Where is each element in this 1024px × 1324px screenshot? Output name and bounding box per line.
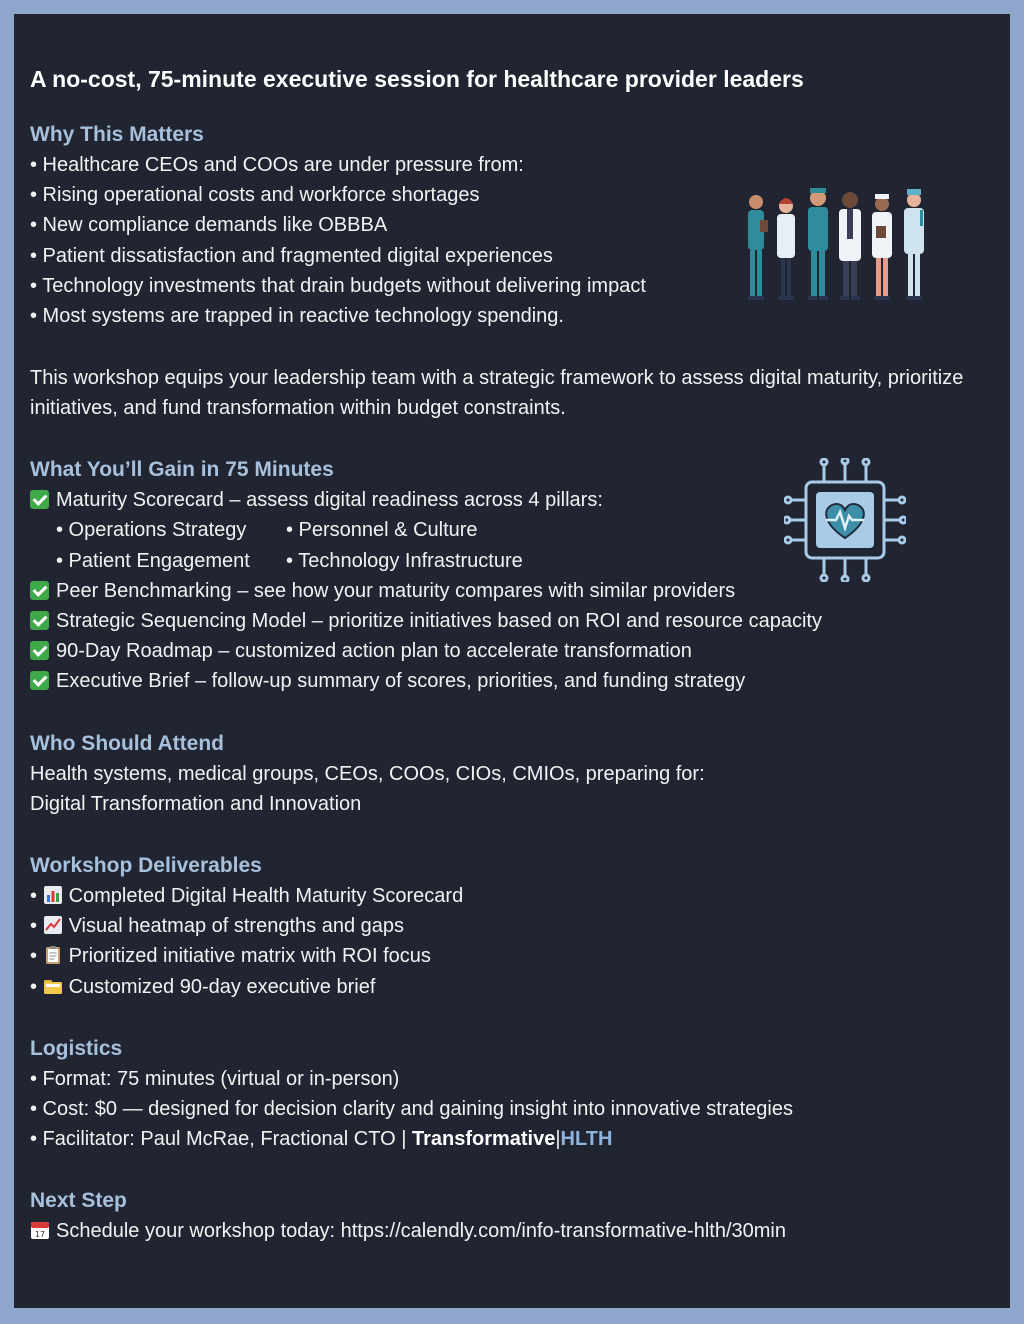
- calendar-icon: [30, 1220, 50, 1240]
- checkmark-icon: [30, 671, 49, 690]
- why-item: • Most systems are trapped in reactive technology spending.: [30, 305, 564, 328]
- attend-section-title: Who Should Attend: [30, 731, 225, 755]
- gain-section-title: What You’ll Gain in 75 Minutes: [30, 458, 334, 482]
- pillar-item: • Technology Infrastructure: [286, 549, 523, 572]
- bullet: •: [30, 885, 38, 908]
- next-step-line: [30, 1216, 990, 1246]
- brand-suffix: HLTH: [560, 1128, 613, 1151]
- checkmark-icon: [30, 490, 49, 509]
- pillar-row: [30, 546, 990, 576]
- why-item: • Rising operational costs and workforce shortages: [30, 184, 480, 207]
- next-step-section-title: Next Step: [30, 1189, 127, 1213]
- gain-item-text: Peer Benchmarking – see how your maturity compares with similar providers: [56, 579, 736, 602]
- attend-line: Health systems, medical groups, CEOs, COOs, CIOs, CMIOs, preparing for:: [30, 762, 705, 785]
- logistics-facilitator: [30, 1124, 990, 1154]
- deliverable-text: Visual heatmap of strengths and gaps: [68, 915, 404, 938]
- deliverable-item: [30, 881, 990, 911]
- clipboard-icon: [43, 945, 63, 965]
- bullet: •: [30, 915, 38, 938]
- gain-item: [30, 576, 990, 606]
- deliverable-text: Prioritized initiative matrix with ROI focus: [68, 945, 431, 968]
- brand-name: Transformative: [411, 1128, 556, 1151]
- deliverable-item: [30, 972, 990, 1002]
- gain-item-text: Strategic Sequencing Model – prioritize initiatives based on ROI and resource capacity: [56, 610, 822, 633]
- why-item: • Technology investments that drain budgets without delivering impact: [30, 274, 646, 297]
- gain-item: [30, 636, 990, 666]
- why-section-title: Why This Matters: [30, 123, 204, 146]
- facilitator-text: • Facilitator: Paul McRae, Fractional CTO |: [30, 1128, 412, 1151]
- gain-item-text: Executive Brief – follow-up summary of scores, priorities, and funding strategy: [56, 670, 746, 693]
- why-item: • Healthcare CEOs and COOs are under pressure from:: [30, 154, 524, 176]
- checkmark-icon: [30, 641, 49, 660]
- bullet: •: [30, 945, 38, 968]
- svg-text:17: 17: [34, 1230, 46, 1240]
- checkmark-icon: [30, 611, 49, 630]
- gain-item: [30, 666, 990, 696]
- flyer-content: [30, 66, 990, 1247]
- pillar-row: [30, 515, 990, 545]
- headline: A no-cost, 75-minute executive session for healthcare provider leaders: [30, 66, 804, 92]
- attend-line: Digital Transformation and Innovation: [30, 792, 362, 815]
- pillar-item: • Operations Strategy: [56, 519, 247, 542]
- why-paragraph: This workshop equips your leadership team with a strategic framework to assess digital maturity, prioritize initiatives, and fund transformation within budget constraints.: [30, 367, 964, 420]
- deliverables-section-title: Workshop Deliverables: [30, 854, 262, 878]
- bullet: •: [30, 975, 38, 998]
- gain-item-text: 90-Day Roadmap – customized action plan to accelerate transformation: [56, 640, 692, 663]
- why-item: • Patient dissatisfaction and fragmented digital experiences: [30, 244, 553, 267]
- trend-chart-icon: [43, 915, 63, 935]
- gain-item: [30, 606, 990, 636]
- pillar-item: • Personnel & Culture: [286, 519, 478, 542]
- logistics-format: • Format: 75 minutes (virtual or in-person): [30, 1067, 400, 1090]
- bar-chart-icon: [43, 885, 63, 905]
- brand-separator: |: [555, 1128, 561, 1151]
- deliverable-item: [30, 911, 990, 941]
- why-item: • New compliance demands like OBBBA: [30, 214, 388, 237]
- gain-item-text: Maturity Scorecard – assess digital readiness across 4 pillars:: [56, 489, 603, 512]
- pillar-item: • Patient Engagement: [56, 549, 250, 572]
- deliverable-text: Completed Digital Health Maturity Scorecard: [68, 885, 464, 908]
- logistics-cost: • Cost: $0 — designed for decision clarity and gaining insight into innovative strategies: [30, 1098, 793, 1121]
- deliverable-item: [30, 941, 990, 971]
- checkmark-icon: [30, 581, 49, 600]
- folder-icon: [43, 976, 63, 996]
- gain-item-scorecard: [30, 485, 990, 515]
- logistics-section-title: Logistics: [30, 1036, 123, 1060]
- deliverable-text: Customized 90-day executive brief: [68, 975, 376, 998]
- schedule-link[interactable]: Schedule your workshop today: https://calendly.com/info-transformative-hlth/30min: [56, 1220, 786, 1243]
- flyer-panel: [14, 14, 1010, 1308]
